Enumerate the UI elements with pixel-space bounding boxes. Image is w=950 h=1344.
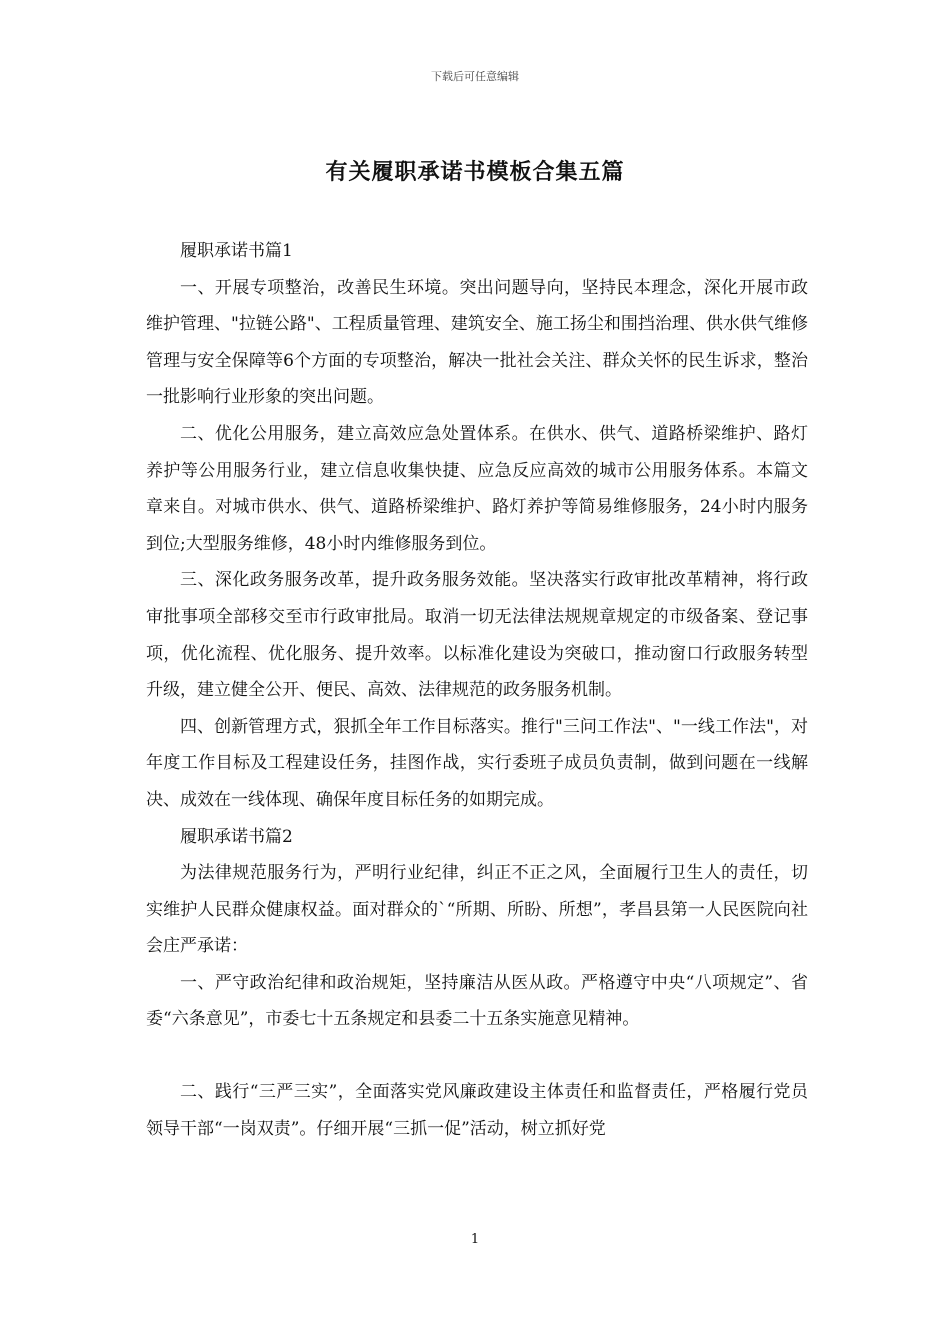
document-title: 有关履职承诺书模板合集五篇 xyxy=(325,159,625,185)
page-number: 1 xyxy=(470,1232,480,1247)
paragraph: 为法律规范服务行为，严明行业纪律，纠正不正之风，全面履行卫生人的责任，切实维护人民群众健康权益。面对群众的`“所期、所盼、所想”，孝昌县第一人民医院向社会庄严承诺： xyxy=(146,863,808,957)
paragraph: 一、严守政治纪律和政治规矩，坚持廉洁从医从政。严格遵守中央“八项规定”、省委“六条意见”，市委七十五条规定和县委二十五条实施意见精神。 xyxy=(146,972,808,1030)
paragraph: 四、创新管理方式，狠抓全年工作目标落实。推行"三问工作法"、"一线工作法"，对年度工作目标及工程建设任务，挂图作战，实行委班子成员负责制，做到问题在一线解决、成效在一线体现、确保年度目标任务的如期完成。 xyxy=(146,716,808,810)
paragraph: 二、优化公用服务，建立高效应急处置体系。在供水、供气、道路桥梁维护、路灯养护等公用服务行业，建立信息收集快捷、应急反应高效的城市公用服务体系。本篇文章来自。对城市供水、供气、道路桥梁维护、路灯养护等简易维修服务，24小时内服务到位;大型服务维修，48小时内维修服务到位。 xyxy=(146,423,808,554)
header-note: 下载后可任意编辑 xyxy=(431,70,519,83)
paragraph: 一、开展专项整治，改善民生环境。突出问题导向，坚持民本理念，深化开展市政维护管理、"拉链公路"、工程质量管理、建筑安全、施工扬尘和围挡治理、供水供气维修管理与安全保障等6个方面的专项整治，解决一批社会关注、群众关怀的民生诉求，整治一批影响行业形象的突出问题。 xyxy=(146,277,808,408)
section-heading-2: 履职承诺书篇2 xyxy=(180,826,293,847)
document-body xyxy=(146,233,808,1147)
paragraph: 二、践行“三严三实”，全面落实党风廉政建设主体责任和监督责任，严格履行党员领导干部“一岗双责”。仔细开展“三抓一促”活动，树立抓好党 xyxy=(146,1082,808,1139)
paragraph: 三、深化政务服务改革，提升政务服务效能。坚决落实行政审批改革精神，将行政审批事项全部移交至市行政审批局。取消一切无法律法规规章规定的市级备案、登记事项，优化流程、优化服务、提升效率。以标准化建设为突破口，推动窗口行政服务转型升级，建立健全公开、便民、高效、法律规范的政务服务机制。 xyxy=(146,570,808,701)
section-heading-1: 履职承诺书篇1 xyxy=(180,241,293,261)
